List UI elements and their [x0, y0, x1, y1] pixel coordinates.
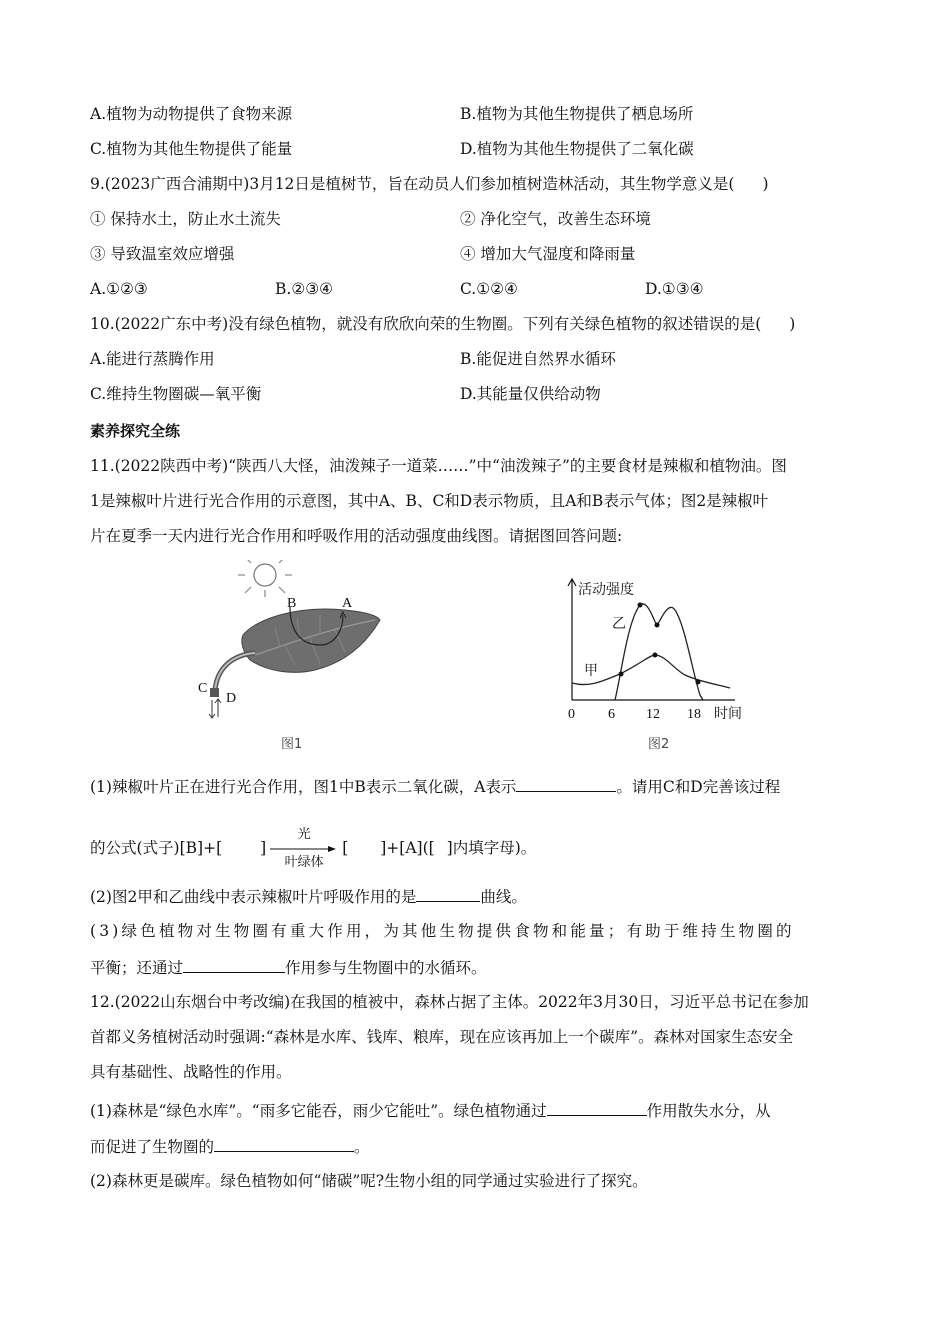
q9-option-a: A.①②③ [90, 280, 148, 298]
q10-option-a: A.能进行蒸腾作用 [90, 350, 215, 368]
answer-blank[interactable] [183, 957, 285, 973]
figure-1-leaf-diagram [195, 560, 390, 725]
x-axis-label: 时间 [714, 707, 742, 722]
reaction-arrow: 光 叶绿体 [270, 839, 338, 859]
q8-option-c: C.植物为其他生物提供了能量 [90, 140, 293, 158]
q12-intro-line-2: 首都义务植树活动时强调:“森林是水库、钱库、粮库，现在应该再加上一个碳库”。森林对国家生态安全 [90, 1028, 794, 1046]
q12-intro-line-1: 12.(2022山东烟台中考改编)在我国的植被中，森林占据了主体。2022年3月30日，习近平总书记在参加 [90, 993, 809, 1011]
q11-intro-line-2: 1是辣椒叶片进行光合作用的示意图，其中A、B、C和D表示物质，且A和B表示气体；图2是辣椒叶 [90, 492, 769, 510]
q8-option-d: D.植物为其他生物提供了二氧化碳 [460, 140, 694, 158]
q12-part1-line-1: (1)森林是“绿色水库”。“雨多它能吞，雨少它能吐”。绿色植物通过 作用散失水分，从 [90, 1102, 771, 1120]
q11-intro-line-3: 片在夏季一天内进行光合作用和呼吸作用的活动强度曲线图。请据图回答问题: [90, 527, 623, 545]
q11-part2: (2)图2甲和乙曲线中表示辣椒叶片呼吸作用的是 曲线。 [90, 888, 527, 906]
q9-option-b: B.②③④ [275, 280, 334, 298]
q9-item-3: ③ 导致温室效应增强 [90, 245, 235, 263]
curve-jia-label: 甲 [584, 664, 598, 679]
q11-intro-line-1: 11.(2022陕西中考)“陕西八大怪，油泼辣子一道菜……”中“油泼辣子”的主要食材是辣椒和植物油。图 [90, 457, 787, 475]
curve-yi [615, 604, 703, 700]
label-d: D [226, 691, 237, 706]
tick-12: 12 [646, 707, 660, 722]
q9-stem: 9.(2023广西合浦期中)3月12日是植树节，旨在动员人们参加植树造林活动，其生物学意义是( ) [90, 175, 769, 193]
figure-2-activity-chart [560, 570, 760, 725]
answer-blank[interactable] [547, 1100, 647, 1116]
y-axis-label: 活动强度 [578, 583, 634, 598]
answer-blank[interactable] [214, 1136, 354, 1152]
q12-part1-line-2: 而促进了生物圈的 。 [90, 1138, 370, 1156]
q12-intro-line-3: 具有基础性、战略性的作用。 [90, 1063, 292, 1081]
q11-formula-line: 的公式(式子)[B]+[ ] 光 叶绿体 [ ]+[A]([ ]内填字母)。 [90, 827, 537, 870]
q9-item-1: ① 保持水土，防止水土流失 [90, 210, 281, 228]
q8-option-a: A.植物为动物提供了食物来源 [90, 105, 293, 123]
q10-option-b: B.能促进自然界水循环 [460, 350, 616, 368]
curve-yi-label: 乙 [612, 617, 626, 632]
q11-part3-line-2: 平衡；还通过 作用参与生物圈中的水循环。 [90, 959, 487, 977]
q11-part1-line-1: (1)辣椒叶片正在进行光合作用，图1中B表示二氧化碳，A表示 。请用C和D完善该过程 [90, 778, 781, 796]
q9-option-d: D.①③④ [645, 280, 704, 298]
tick-6: 6 [608, 707, 615, 722]
label-a: A [342, 596, 353, 611]
section-title: 素养探究全练 [90, 422, 181, 440]
q9-item-4: ④ 增加大气湿度和降雨量 [460, 245, 636, 263]
answer-blank[interactable] [516, 776, 616, 792]
q9-item-2: ② 净化空气，改善生态环境 [460, 210, 651, 228]
tick-18: 18 [687, 707, 701, 722]
label-c: C [198, 681, 208, 696]
q10-option-c: C.维持生物圈碳—氧平衡 [90, 385, 262, 403]
figure-2-caption: 图2 [648, 737, 670, 752]
q10-stem: 10.(2022广东中考)没有绿色植物，就没有欣欣向荣的生物圈。下列有关绿色植物的叙述错误的是( ) [90, 315, 796, 333]
q8-option-b: B.植物为其他生物提供了栖息场所 [460, 105, 694, 123]
sun-icon [238, 560, 292, 597]
label-b: B [287, 596, 297, 611]
figure-1-caption: 图1 [281, 737, 303, 752]
q12-part2: (2)森林更是碳库。绿色植物如何“储碳”呢?生物小组的同学通过实验进行了探究。 [90, 1172, 648, 1190]
tick-0: 0 [568, 707, 575, 722]
q11-part3-line-1: (3)绿色植物对生物圈有重大作用，为其他生物提供食物和能量；有助于维持生物圈的 [90, 922, 795, 940]
q10-option-d: D.其能量仅供给动物 [460, 385, 601, 403]
q9-option-c: C.①②④ [460, 280, 518, 298]
answer-blank[interactable] [416, 886, 480, 902]
